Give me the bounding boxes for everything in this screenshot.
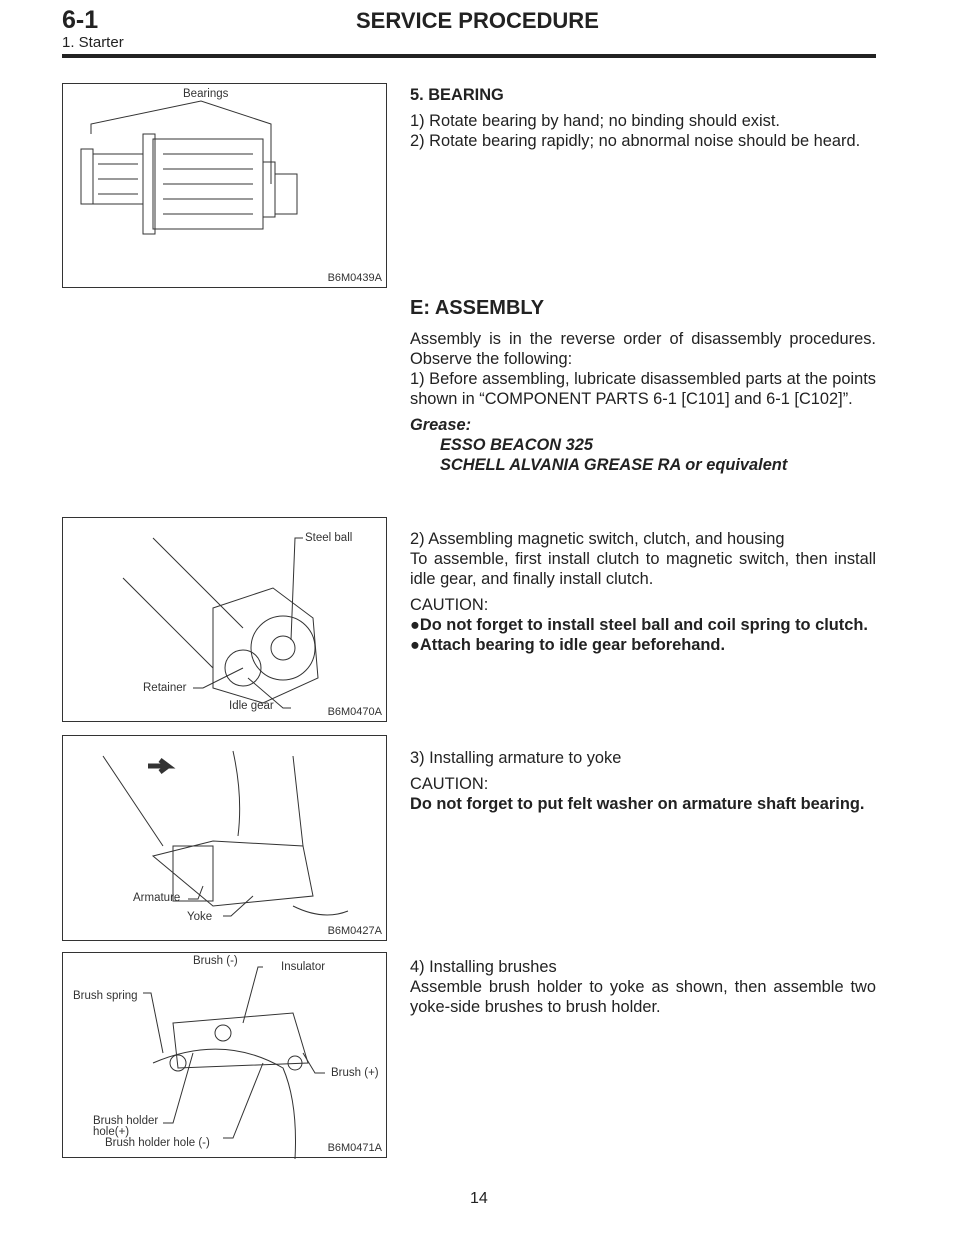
label-yoke: Yoke [187, 911, 213, 923]
label-steel-ball: Steel ball [305, 532, 353, 544]
page-title: SERVICE PROCEDURE [356, 8, 599, 33]
figure-code: B6M0471A [327, 1142, 382, 1154]
figure-magnetic-switch [62, 517, 387, 722]
step-3-caution: Do not forget to put felt washer on armature shaft bearing. [410, 795, 865, 813]
section-number: 6-1 [62, 6, 99, 34]
assembly-step-1: 1) Before assembling, lubricate disassembled parts at the points shown in “COMPONENT PARTS 6-1 [C101] and 6-1 [C102]”. [410, 370, 876, 408]
figure-code: B6M0427A [327, 925, 382, 937]
label-brush-holder-hole-minus: Brush holder hole (-) [105, 1137, 210, 1149]
label-idle-gear: Idle gear [229, 700, 274, 712]
switch-illustration [63, 518, 388, 723]
label-brush-holder: Brush holder [93, 1115, 159, 1127]
label-retainer: Retainer [143, 682, 187, 694]
label-hole-plus: hole(+) [93, 1126, 130, 1138]
step-4-title: 4) Installing brushes [410, 958, 557, 976]
caution-2: Attach bearing to idle gear beforehand. [419, 636, 725, 654]
label-brush-spring: Brush spring [73, 990, 138, 1002]
figure-armature-yoke [62, 735, 387, 941]
step-2-block [410, 529, 876, 655]
label-insulator: Insulator [281, 961, 326, 973]
step-2-text: To assemble, first install clutch to magnetic switch, then install idle gear, and finally install clutch. [410, 550, 876, 588]
label-brush-minus: Brush (-) [193, 955, 238, 967]
caution-label: CAUTION: [410, 775, 489, 793]
label-brush-plus: Brush (+) [331, 1067, 379, 1079]
bearing-step-2: 2) Rotate bearing rapidly; no abnormal noise should be heard. [410, 132, 861, 150]
header-rule [62, 54, 876, 58]
step-2-title: 2) Assembling magnetic switch, clutch, and housing [410, 530, 785, 548]
assembly-intro: Assembly is in the reverse order of disassembly procedures. Observe the following: [410, 330, 876, 368]
bearing-step-1: 1) Rotate bearing by hand; no binding should exist. [410, 112, 780, 130]
figure-code: B6M0470A [327, 706, 382, 718]
bullet-icon: ● [410, 616, 420, 634]
figure-brushes [62, 952, 387, 1158]
label-bearings: Bearings [183, 88, 229, 100]
grease-label: Grease: [410, 416, 472, 434]
section-subtitle: 1. Starter [62, 34, 124, 51]
assembly-heading: E: ASSEMBLY [410, 297, 545, 319]
bullet-icon: ● [410, 636, 420, 654]
armature-illustration [63, 84, 388, 289]
figure-bearings [62, 83, 387, 288]
grease-2: SCHELL ALVANIA GREASE RA or equivalent [440, 456, 788, 474]
step-3-title: 3) Installing armature to yoke [410, 749, 622, 767]
bearing-heading: 5. BEARING [410, 86, 504, 104]
figure-code: B6M0439A [327, 272, 382, 284]
label-armature: Armature [133, 892, 181, 904]
assembly-intro-block [410, 329, 876, 475]
step-3-block [410, 748, 876, 814]
caution-1: Do not forget to install steel ball and coil spring to clutch. [419, 616, 868, 634]
step-4-block [410, 957, 876, 1017]
step-4-text: Assemble brush holder to yoke as shown, then assemble two yoke-side brushes to brush holder. [410, 978, 876, 1016]
grease-1: ESSO BEACON 325 [440, 436, 594, 454]
yoke-illustration [63, 736, 388, 942]
bearing-section [410, 85, 876, 151]
page-number: 14 [470, 1190, 488, 1207]
caution-label: CAUTION: [410, 596, 489, 614]
